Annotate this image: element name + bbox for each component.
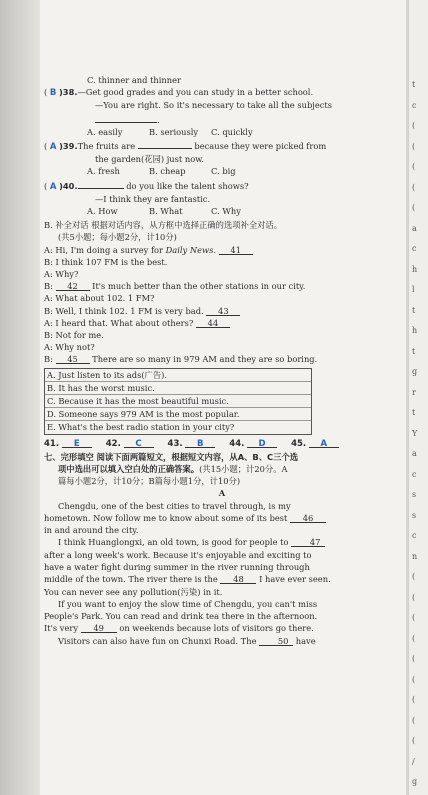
text: Visitors can also have fun on Chunxi Road. The xyxy=(58,635,257,646)
filled-answer xyxy=(229,437,277,451)
answer-40: A xyxy=(49,181,57,192)
option-a: A. fresh xyxy=(87,166,120,177)
dialogue-line xyxy=(44,341,400,353)
blank-46: 46 xyxy=(290,512,326,523)
filled-answer xyxy=(44,437,92,451)
question-39: ( A )39.The fruits are because they were picked from xyxy=(44,138,400,153)
blank-41: 41 xyxy=(219,244,253,255)
option-b: B. seriously xyxy=(149,126,199,137)
question-38: ( B )38.—Get good grades and you can study in a better school. xyxy=(44,87,314,99)
text: middle of the town. The river there is the xyxy=(44,574,218,585)
adjacent-page-glyph: c xyxy=(412,244,417,253)
adjacent-page-glyph: ( xyxy=(412,162,416,171)
dialogue-text: A: I heard that. What about others? xyxy=(44,317,194,328)
option-c: C. Why xyxy=(211,206,241,217)
question-text: The fruits are xyxy=(77,141,136,152)
paragraph-line xyxy=(44,573,400,585)
dialogue-line xyxy=(44,268,400,280)
paragraph-line: You can never see any pollution(污染) in it. xyxy=(44,586,223,597)
paragraph-line: in and around the city. xyxy=(44,525,139,536)
adjacent-page-glyph: ( xyxy=(412,654,416,663)
filled-answer xyxy=(291,437,339,451)
blank-line xyxy=(95,112,157,123)
answer-value: D xyxy=(247,437,277,448)
answer-value: C xyxy=(124,437,154,448)
adjacent-page-glyph: ( xyxy=(412,592,416,602)
dialogue-text: A: What about 102. 1 FM? xyxy=(44,293,155,304)
paragraph-line: after a long week's work. Because it's enjoyable and exciting to xyxy=(44,549,312,560)
option-c: C. quickly xyxy=(211,126,253,137)
blank-43: 43 xyxy=(206,305,240,316)
adjacent-page-glyph: a xyxy=(412,449,417,458)
answer-number: 41. xyxy=(44,438,60,449)
text: hometown. Now follow me to know about some of its best xyxy=(44,512,288,523)
dialogue-line xyxy=(44,329,400,341)
worksheet-content xyxy=(44,74,400,647)
text: have xyxy=(295,635,316,646)
adjacent-page-glyph: c xyxy=(412,531,417,540)
question-38-options xyxy=(44,126,400,138)
adjacent-page-glyph: ( xyxy=(412,141,416,151)
q37-option-c: C. thinner and thinner xyxy=(87,75,181,85)
blank-line xyxy=(78,178,124,189)
adjacent-page-glyph: n xyxy=(412,551,418,561)
option-E: E. What's the best radio station in your city? xyxy=(47,422,235,433)
answer-row xyxy=(44,437,400,451)
adjacent-page-glyph: Y xyxy=(412,428,418,438)
dialogue-text: A: Why? xyxy=(44,269,79,280)
adjacent-page-glyph: ( xyxy=(412,613,416,622)
book-gutter-shadow xyxy=(0,0,40,795)
adjacent-page-glyph: l xyxy=(412,285,415,294)
adjacent-page-glyph: ( xyxy=(412,633,416,643)
adjacent-page-glyph: a xyxy=(412,223,417,233)
blank-44: 44 xyxy=(196,317,230,328)
adjacent-page-glyph: ( xyxy=(412,572,416,581)
dialogue-line xyxy=(44,280,400,292)
adjacent-page-glyph: ( xyxy=(412,121,416,130)
dialogue-line xyxy=(44,244,400,256)
answer-number: 44. xyxy=(229,438,245,449)
adjacent-page-glyph: s xyxy=(412,490,417,499)
adjacent-page-glyph: ( xyxy=(412,674,416,684)
adjacent-page-glyph: c xyxy=(412,469,417,479)
adjacent-page-edge xyxy=(408,0,428,795)
adjacent-page-glyph: t xyxy=(412,346,416,356)
dialogue-text: A: Hi, I'm doing a survey for xyxy=(44,244,166,255)
adjacent-page-glyph: h xyxy=(412,264,418,274)
adjacent-page-glyph: ( xyxy=(412,715,416,725)
options-box xyxy=(44,368,312,435)
section-7-title: 七、完形填空 阅读下面两篇短文，根据短文内容，从A、B、C三个选 xyxy=(44,451,299,462)
paragraph-line xyxy=(44,536,400,548)
adjacent-page-glyph: ( xyxy=(412,695,416,704)
passage-label: A xyxy=(218,488,226,499)
question-40: ( A )40. do you like the talent shows? xyxy=(44,178,400,193)
adjacent-page-glyph: s xyxy=(412,510,417,520)
answer-number: 45. xyxy=(291,438,307,449)
dialogue-text: A: Why not? xyxy=(44,342,95,353)
option-c: C. big xyxy=(211,166,236,177)
text: I think Huanglongxi, an old town, is good for people to xyxy=(58,537,289,548)
dialogue-text: B: I think 107 FM is the best. xyxy=(44,256,168,267)
dialogue-line xyxy=(44,353,400,365)
paragraph-line xyxy=(44,622,400,634)
dialogue-text: B: xyxy=(44,354,56,365)
blank-48: 48 xyxy=(220,573,256,584)
blank-45: 45 xyxy=(56,353,90,364)
adjacent-page-glyph: t xyxy=(412,305,416,315)
score-text: (共15小题；计20分。A xyxy=(199,463,288,474)
section-b-score: (共5小题；每小题2分，计10分) xyxy=(58,232,177,243)
option-b: B. What xyxy=(149,206,183,217)
adjacent-page-glyph: c xyxy=(412,100,417,110)
blank-42: 42 xyxy=(56,280,90,291)
dialogue-text: B: Well, I think 102. 1 FM is very bad. xyxy=(44,305,204,316)
blank-50: 50 xyxy=(259,635,293,646)
dialogue-line xyxy=(44,256,400,268)
answer-39: A xyxy=(49,142,57,153)
blank-49: 49 xyxy=(81,622,117,633)
answer-value: B xyxy=(185,437,215,448)
paragraph: Chengdu, one of the best cities to travel through, is my xyxy=(58,500,291,511)
adjacent-page-glyph: t xyxy=(412,408,416,417)
question-number: )38. xyxy=(59,87,78,98)
adjacent-page-glyph: g xyxy=(412,367,418,376)
question-38-line2: —You are right. So it's necessary to take all the subjects xyxy=(95,100,332,111)
passage-a xyxy=(44,500,400,648)
question-text: because they were picked from xyxy=(194,141,327,152)
option-C: C. Because it has the most beautiful music. xyxy=(45,395,311,408)
paragraph-line xyxy=(44,512,400,524)
answer-value: A xyxy=(309,437,339,448)
text: I have ever seen. xyxy=(259,574,331,585)
adjacent-page-glyph: g xyxy=(412,777,418,786)
question-text: —Get good grades and you can study in a better school. xyxy=(77,87,314,98)
dialogue-line xyxy=(44,305,400,317)
blank-47: 47 xyxy=(291,536,325,547)
paragraph-line xyxy=(44,635,400,647)
adjacent-page-glyph: ( xyxy=(412,736,416,745)
adjacent-page-glyph: r xyxy=(412,387,416,397)
paragraph-line: People's Park. You can read and drink tea there in the afternoon. xyxy=(44,611,318,622)
dialogue xyxy=(44,244,400,366)
answer-number: 43. xyxy=(167,438,183,449)
adjacent-page-glyph: t xyxy=(412,80,416,89)
text: on weekends because lots of visitors go there. xyxy=(119,623,314,634)
text: It's very xyxy=(44,623,79,634)
option-a: A. easily xyxy=(87,126,123,137)
question-number: )40. xyxy=(59,180,78,191)
question-text: do you like the talent shows? xyxy=(126,180,249,191)
dialogue-line xyxy=(44,317,400,329)
punctuation: . xyxy=(157,114,160,125)
answer-value: E xyxy=(62,437,92,448)
section-7-score: 篇每小题2分，计10分；B篇每小题1分，计10分) xyxy=(58,476,241,487)
filled-answer xyxy=(106,437,154,451)
paragraph-line: have a water fight during summer in the river running through xyxy=(44,561,310,572)
dialogue-text: It's much better than the other stations in our city. xyxy=(89,281,306,292)
section-7-instructions xyxy=(44,463,400,475)
filled-answer xyxy=(168,437,216,451)
blank-line xyxy=(138,138,192,149)
dialogue-text: B: Not for me. xyxy=(44,330,104,341)
answer-38: B xyxy=(49,88,57,99)
answer-number: 42. xyxy=(105,438,121,449)
newspaper-name: Daily News xyxy=(165,244,214,255)
adjacent-page-glyph: ( xyxy=(412,182,416,192)
dialogue-text: . xyxy=(213,244,217,255)
instruction-text: 项中选出可以填入空白处的正确答案。 xyxy=(58,463,200,474)
adjacent-page-glyph: h xyxy=(412,326,418,335)
option-A: A. Just listen to its ads(广告). xyxy=(45,369,311,382)
question-40-options xyxy=(44,205,400,217)
question-39-line2: the garden(花园) just now. xyxy=(95,154,204,165)
section-b-title: B. 补全对话 根据对话内容，从方框中选择正确的选项补全对话。 xyxy=(44,220,283,231)
question-number: )39. xyxy=(59,141,78,152)
adjacent-page-glyph: / xyxy=(412,756,415,766)
paragraph-line: If you want to enjoy the slow time of Chengdu, you can't miss xyxy=(58,598,318,609)
option-b: B. cheap xyxy=(149,166,186,177)
dialogue-line xyxy=(44,292,400,304)
question-38-line3 xyxy=(44,112,400,126)
option-a: A. How xyxy=(87,206,118,217)
question-39-options xyxy=(44,165,400,177)
dialogue-text: There are so many in 979 AM and they are so boring. xyxy=(89,354,318,365)
adjacent-page-glyph: ( xyxy=(412,203,416,212)
question-40-line2: —I think they are fantastic. xyxy=(95,193,211,204)
option-B: B. It has the worst music. xyxy=(45,382,311,395)
dialogue-text: B: xyxy=(44,281,56,292)
option-D: D. Someone says 979 AM is the most popular. xyxy=(45,408,311,421)
